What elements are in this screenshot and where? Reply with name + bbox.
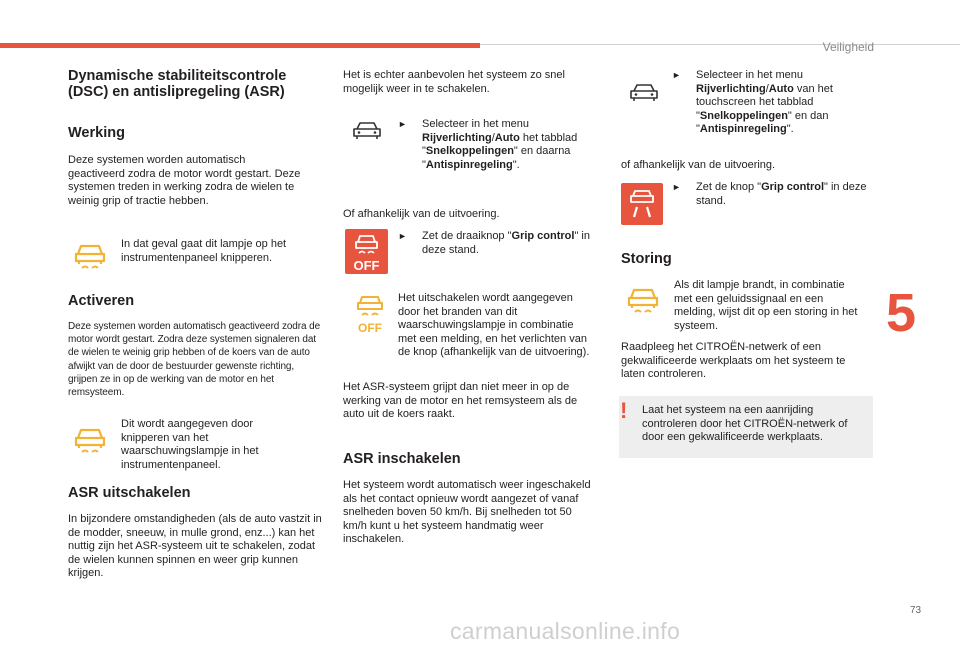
activeren-text: Deze systemen worden automatisch geactiveerd zodra de motor wordt gestart. Zodra deze systemen signaleren dat de wielen te weinig grip hebben of de koers van de auto afwijkt van de door de bestuurder gewenste richting, grijpen ze in op de werking van de motor en het remsysteem. <box>68 321 321 399</box>
storing-lamp-text: Als dit lampje brandt, in combinatie met een geluidssignaal en een melding, wijst dit op een storing in het systeem. <box>674 279 858 332</box>
car-touchscreen-icon <box>350 120 384 147</box>
asr-on-heading: ASR inschakelen <box>343 451 461 467</box>
page-number: 73 <box>910 605 922 616</box>
menu-instruction-2: ► Selecteer in het menu Rijverlichting/Auto van het touchscreen het tabblad "Snelkoppelingen" en dan "Antispinregeling". <box>672 69 833 135</box>
of-text-2: of afhankelijk van de uitvoering. <box>621 159 776 171</box>
header-accent-bar <box>0 43 480 48</box>
intro-text: Het is echter aanbevolen het systeem zo snel mogelijk weer in te schakelen. <box>343 69 565 95</box>
asr-off-heading: ASR uitschakelen <box>68 485 191 501</box>
grip-control-button-icon <box>621 183 663 225</box>
bullet-arrow-icon: ► <box>398 231 407 241</box>
asr-text: Het ASR-systeem grijpt dan niet meer in op de werking van de motor en het remsysteem als de auto uit de koers raakt. <box>343 381 578 420</box>
page-title: Dynamische stabiliteitscontrole (DSC) en antislipregeling (ASR) <box>68 68 287 100</box>
skid-off-icon <box>352 293 388 335</box>
header-rule <box>480 44 960 45</box>
exclamation-icon: ! <box>620 398 628 423</box>
watermark: carmanualsonline.info <box>450 618 681 644</box>
chapter-number: 5 <box>886 283 917 343</box>
car-touchscreen-icon <box>627 82 661 109</box>
of-text: Of afhankelijk van de uitvoering. <box>343 208 500 220</box>
menu-instruction-1: ► Selecteer in het menu Rijverlichting/Auto het tabblad "Snelkoppelingen" en daarna "Antispinregeling". <box>398 118 578 171</box>
off-label: OFF <box>358 321 382 335</box>
grip-control-off-icon <box>345 229 388 274</box>
lamp-text: In dat geval gaat dit lampje op het instrumentenpaneel knipperen. <box>121 238 287 264</box>
skid-warning-icon <box>70 240 110 279</box>
storing-text: Raadpleeg het CITROËN-netwerk of een gekwalificeerde werkplaats om het systeem te laten controleren. <box>621 341 846 380</box>
werking-heading: Werking <box>68 125 125 141</box>
grip-instruction-2: ► Zet de knop "Grip control" in deze stand. <box>672 181 867 207</box>
grip-instruction: ► Zet de draaiknop "Grip control" in deze stand. <box>398 230 590 256</box>
skid-warning-icon <box>70 424 110 463</box>
notice-text: Laat het systeem na een aanrijding controleren door het CITROËN-netwerk of door een gekwalificeerde werkplaats. <box>642 404 848 443</box>
bullet-arrow-icon: ► <box>398 119 407 129</box>
bullet-arrow-icon: ► <box>672 182 681 192</box>
section-label: Veiligheid <box>822 40 874 54</box>
werking-text: Deze systemen worden automatisch geactiveerd zodra de motor wordt gestart. Deze systemen treden in werking zodra de wielen te weinig grip of tractie hebben. <box>68 154 301 207</box>
asr-off-text: In bijzondere omstandigheden (als de auto vastzit in de modder, sneeuw, in mulle grond, enz...) kan het nuttig zijn het ASR-systeem uit te schakelen, zodat de wielen kunnen spinnen en weer grip kunnen krijgen. <box>68 513 322 579</box>
lamp-text-2: Dit wordt aangegeven door knipperen van het waarschuwingslampje in het instrumentenpaneel. <box>121 418 259 471</box>
asr-on-text: Het systeem wordt automatisch weer ingeschakeld als het contact opnieuw wordt aangezet of vanaf snelheden boven 50 km/h. Bij snelheden tot 50 km/h kunt u het systeem handmatig weer inschakelen. <box>343 479 591 545</box>
activeren-heading: Activeren <box>68 293 135 309</box>
off-label: OFF <box>353 258 380 273</box>
skid-warning-icon <box>623 284 663 323</box>
bullet-arrow-icon: ► <box>672 70 681 80</box>
off-lamp-text: Het uitschakelen wordt aangegeven door het branden van dit waarschuwingslampje in combinatie met een melding, en het verlichten van de knop (afhankelijk van de uitvoering). <box>398 292 590 358</box>
storing-heading: Storing <box>621 251 672 267</box>
